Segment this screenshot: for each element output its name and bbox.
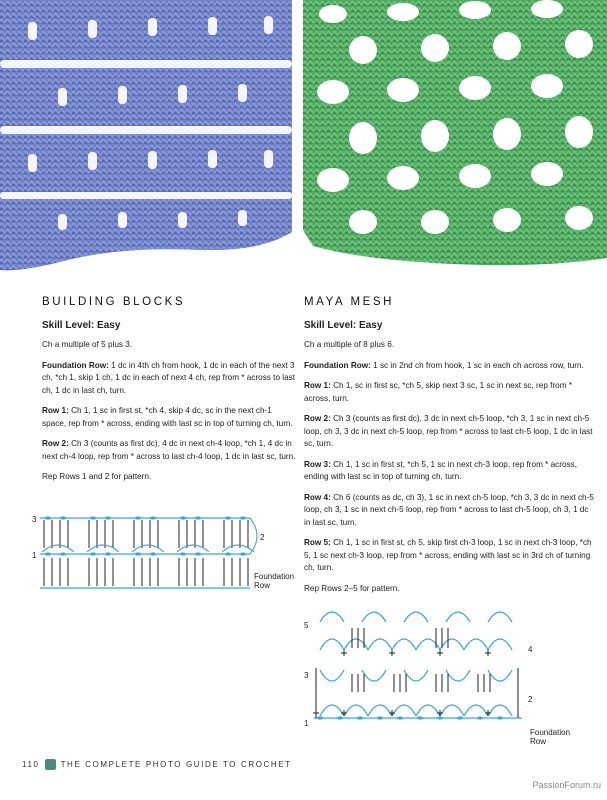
maya-mesh-section (304, 296, 594, 603)
pattern-title: MAYA MESH (304, 296, 395, 308)
repeat-instruction: Rep Rows 1 and 2 for pattern. (42, 472, 152, 481)
row-number-2: 2 (260, 533, 265, 542)
building-blocks-stitch-diagram (28, 508, 298, 608)
book-logo-icon (45, 759, 56, 770)
skill-level: Skill Level: Easy (42, 320, 121, 331)
instruction-row-1: Row 1: Ch 1, sc in first sc, *ch 5, skip next 3 sc, 1 sc in next sc, rep from * across, turn. (304, 381, 573, 403)
building-blocks-swatch-photo (0, 0, 292, 272)
pattern-title: BUILDING BLOCKS (42, 296, 186, 308)
row-number-1: 1 (304, 719, 309, 728)
chain-multiple: Ch a multiple of 8 plus 6. (304, 340, 395, 349)
instruction-row-3: Row 3: Ch 1, 1 sc in first st, *ch 5, 1 sc in next ch-3 loop, rep from * across, ending with last sc in top of turning ch, turn. (304, 459, 578, 481)
skill-level: Skill Level: Easy (304, 320, 383, 331)
instruction-foundation-row: Foundation Row: 1 dc in 4th ch from hook, 1 dc in each of the next 3 ch, *ch 1, skip 1 ch, 1 dc in each of next 4 ch, rep from * across to last ch, 1 dc in last ch, turn. (42, 360, 296, 395)
instruction-foundation-row: Foundation Row: 1 sc in 2nd ch from hook, 1 sc in each ch across row, turn. (304, 360, 584, 370)
instruction-row-5: Row 5: Ch 1, 1 sc in first st, ch 5, skip first ch-3 loop, 1 sc in next ch-3 loop, *ch 5, 1 sc next ch-3 loop, rep from * across, ending with last sc in 3rd ch of turning ch, turn. (304, 538, 592, 572)
row-number-2: 2 (528, 695, 533, 704)
row-number-5: 5 (304, 621, 309, 630)
foundation-row-label-2: Row (254, 581, 271, 590)
repeat-instruction: Rep Rows 2–5 for pattern. (304, 583, 400, 593)
instruction-row-4: Row 4: Ch 6 (counts as dc, ch 3), 1 sc in next ch-5 loop, *ch 3, 3 dc in next ch-5 loop, ch 3, 1 sc in next ch-5 loop, rep from * across to last ch-5 loop, ch 3, 1 dc in last sc, turn. (304, 492, 594, 527)
row-number-3: 3 (304, 671, 309, 680)
instruction-row-1: Row 1: Ch 1, 1 sc in first st, *ch 4, skip 4 dc, sc in the next ch-1 space, rep from * across, ending with last sc in top of turning ch, turn. (42, 406, 293, 428)
instruction-row-2: Row 2: Ch 3 (counts as first dc), 4 dc in next ch-4 loop, *ch 1, 4 dc in next ch-4 loop, rep from * across to last ch-4 loop, 1 dc in last sc, turn. (42, 439, 296, 461)
row-number-4: 4 (528, 645, 533, 654)
row-number-3: 3 (32, 515, 37, 524)
row-number-1: 1 (32, 551, 37, 560)
building-blocks-section (42, 296, 296, 492)
book-title: THE COMPLETE PHOTO GUIDE TO CROCHET (60, 760, 292, 769)
instruction-row-2: Row 2: Ch 3 (counts as first dc), 3 dc in next ch-5 loop, *ch 3, 1 sc in next ch-5 loop, ch 3, 3 dc in next ch-5 loop, rep from * across to last ch-5 loop, 1 dc in last sc, turn. (304, 414, 593, 448)
page-number: 110 (22, 760, 40, 769)
page-footer (22, 759, 292, 770)
foundation-row-label-2: Row (530, 737, 547, 746)
foundation-row-label: Foundation (254, 572, 295, 581)
maya-mesh-swatch-photo (303, 0, 607, 272)
watermark: PassionForum.ru (532, 780, 601, 790)
chain-multiple: Ch a multiple of 5 plus 3. (42, 340, 133, 349)
maya-mesh-stitch-diagram (300, 598, 600, 750)
foundation-row-label: Foundation (530, 728, 571, 737)
